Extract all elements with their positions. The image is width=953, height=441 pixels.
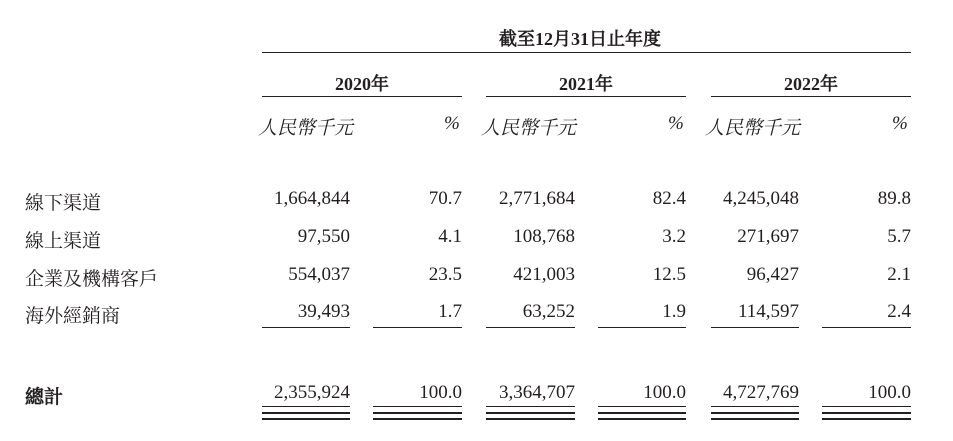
unit-label-2022: 人民幣千元	[705, 118, 801, 139]
value-2021-amount: 108,768	[513, 226, 575, 247]
period-header-rule	[262, 52, 911, 53]
double-rule-bottom	[598, 418, 686, 420]
double-rule-top	[262, 412, 350, 414]
value-2021-amount: 2,771,684	[499, 188, 575, 209]
value-2020-amount: 97,550	[297, 226, 350, 247]
total-top-rule	[822, 406, 911, 407]
year-rule-2020	[262, 96, 462, 97]
year-rule-2022	[711, 96, 911, 97]
unit-label-2020: 人民幣千元	[258, 118, 354, 139]
double-rule-bottom	[262, 418, 350, 420]
value-2021-percent: 3.2	[662, 226, 686, 247]
value-2020-percent: 4.1	[438, 226, 462, 247]
value-2020-percent: 23.5	[428, 264, 462, 285]
total-2020-percent: 100.0	[419, 382, 462, 403]
total-2021-percent: 100.0	[643, 382, 686, 403]
row-label: 企業及機構客戶	[25, 269, 159, 290]
value-2020-amount: 39,493	[297, 301, 350, 322]
value-2020-percent: 70.7	[428, 188, 462, 209]
total-top-rule	[598, 406, 686, 407]
unit-label-2021: 人民幣千元	[481, 118, 577, 139]
value-2022-percent: 5.7	[887, 226, 911, 247]
subtotal-rule	[373, 327, 462, 328]
double-rule-top	[486, 412, 575, 414]
double-rule-top	[822, 412, 911, 414]
percent-label-2021: %	[668, 113, 684, 134]
double-rule-bottom	[373, 418, 462, 420]
value-2022-percent: 2.1	[887, 264, 911, 285]
total-2021-amount: 3,364,707	[499, 382, 575, 403]
row-label: 海外經銷商	[25, 306, 121, 327]
percent-label-2022: %	[892, 113, 908, 134]
row-label: 線下渠道	[25, 193, 102, 214]
year-rule-2021	[486, 96, 686, 97]
year-header-2021: 2021年	[559, 74, 613, 94]
value-2022-percent: 2.4	[887, 301, 911, 322]
percent-label-2020: %	[444, 113, 460, 134]
double-rule-top	[598, 412, 686, 414]
double-rule-top	[711, 412, 799, 414]
total-label: 總計	[25, 387, 64, 408]
value-2022-amount: 271,697	[737, 226, 799, 247]
total-2022-amount: 4,727,769	[723, 382, 799, 403]
subtotal-rule	[711, 327, 799, 328]
double-rule-top	[373, 412, 462, 414]
total-top-rule	[262, 406, 350, 407]
subtotal-rule	[598, 327, 686, 328]
total-2020-amount: 2,355,924	[274, 382, 350, 403]
value-2021-amount: 63,252	[522, 301, 575, 322]
double-rule-bottom	[486, 418, 575, 420]
value-2021-amount: 421,003	[513, 264, 575, 285]
row-label: 線上渠道	[25, 231, 102, 252]
year-header-2020: 2020年	[335, 74, 389, 94]
double-rule-bottom	[822, 418, 911, 420]
value-2021-percent: 1.9	[662, 301, 686, 322]
value-2021-percent: 12.5	[652, 264, 686, 285]
total-top-rule	[373, 406, 462, 407]
value-2020-percent: 1.7	[438, 301, 462, 322]
total-top-rule	[711, 406, 799, 407]
value-2022-amount: 114,597	[737, 301, 799, 322]
subtotal-rule	[486, 327, 575, 328]
value-2021-percent: 82.4	[652, 188, 686, 209]
value-2020-amount: 1,664,844	[274, 188, 350, 209]
subtotal-rule	[262, 327, 350, 328]
period-header: 截至12月31日止年度	[499, 29, 661, 49]
value-2022-percent: 89.8	[877, 188, 911, 209]
value-2020-amount: 554,037	[288, 264, 350, 285]
total-2022-percent: 100.0	[868, 382, 911, 403]
subtotal-rule	[822, 327, 911, 328]
double-rule-bottom	[711, 418, 799, 420]
year-header-2022: 2022年	[784, 74, 838, 94]
value-2022-amount: 96,427	[746, 264, 799, 285]
value-2022-amount: 4,245,048	[723, 188, 799, 209]
total-top-rule	[486, 406, 575, 407]
